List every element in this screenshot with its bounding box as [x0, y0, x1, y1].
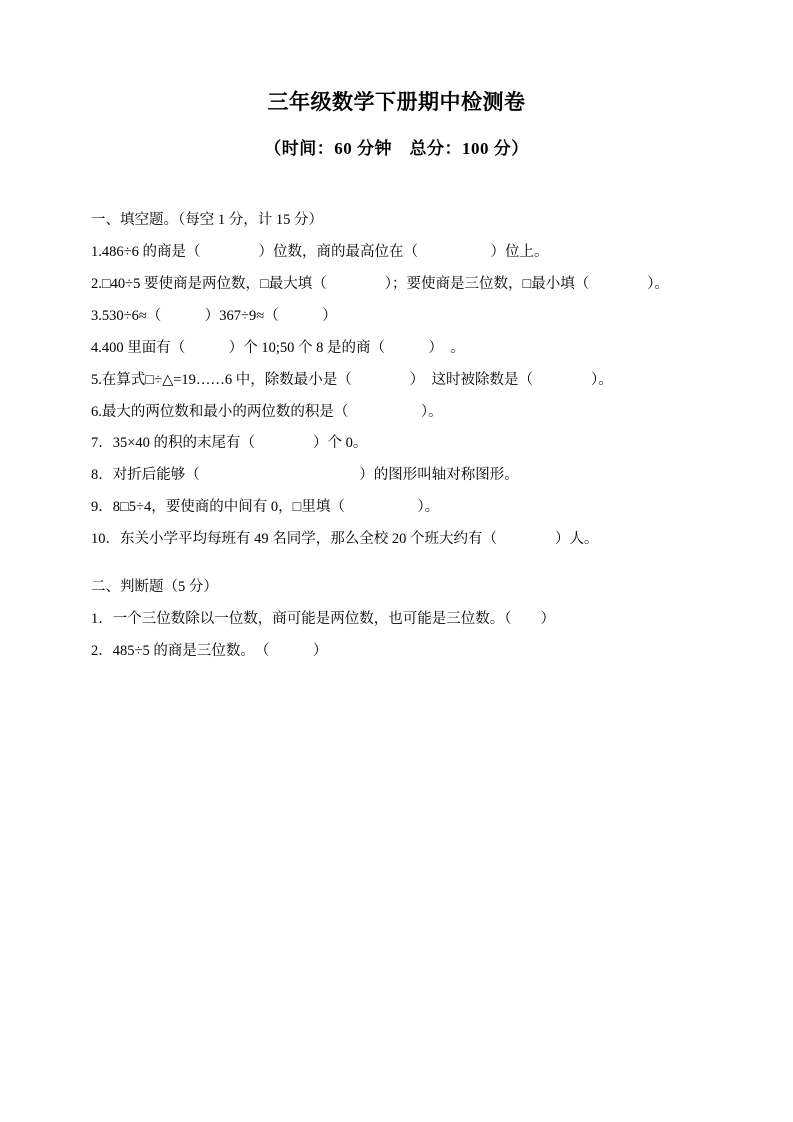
section-heading: 二、判断题（5 分） — [91, 578, 218, 595]
section-heading: 一、填空题。（每空 1 分，计 15 分） — [91, 212, 323, 229]
page-title: 三年级数学下册期中检测卷 — [267, 90, 526, 114]
question-item: 10．东关小学平均每班有 49 名同学，那么全校 20 个班大约有（ ）人。 — [91, 531, 599, 548]
question-item: 9．8□5÷4，要使商的中间有 0，□里填（ ）。 — [91, 499, 440, 516]
question-item: 4.400 里面有（ ）个 10;50 个 8 是的商（ ） 。 — [91, 339, 465, 356]
question-item: 3.530÷6≈（ ）367÷9≈（ ） — [91, 307, 337, 324]
question-item: 8．对折后能够（ ）的图形叫轴对称图形。 — [91, 467, 519, 484]
question-item: 6.最大的两位数和最小的两位数的积是（ ）。 — [91, 403, 443, 420]
question-item: 2.□40÷5 要使商是两位数，□最大填（ ）；要使商是三位数，□最小填（ ）。 — [91, 275, 669, 292]
question-item: 1.486÷6 的商是（ ）位数，商的最高位在（ ）位上。 — [91, 244, 549, 261]
section-true-false — [62, 572, 731, 668]
question-item: 7．35×40 的积的末尾有（ ）个 0。 — [91, 435, 368, 452]
question-item: 5.在算式□÷△=19……6 中，除数最小是（ ） 这时被除数是（ ）。 — [91, 371, 613, 388]
section-fill-in-blanks — [62, 205, 731, 556]
question-item: 1．一个三位数除以一位数，商可能是两位数，也可能是三位数。（ ） — [91, 610, 555, 627]
exam-info-line: （时间：60 分钟 总分：100 分） — [264, 139, 529, 159]
section-spacer — [62, 556, 731, 572]
question-item: 2．485÷5 的商是三位数。 （ ） — [91, 642, 328, 659]
